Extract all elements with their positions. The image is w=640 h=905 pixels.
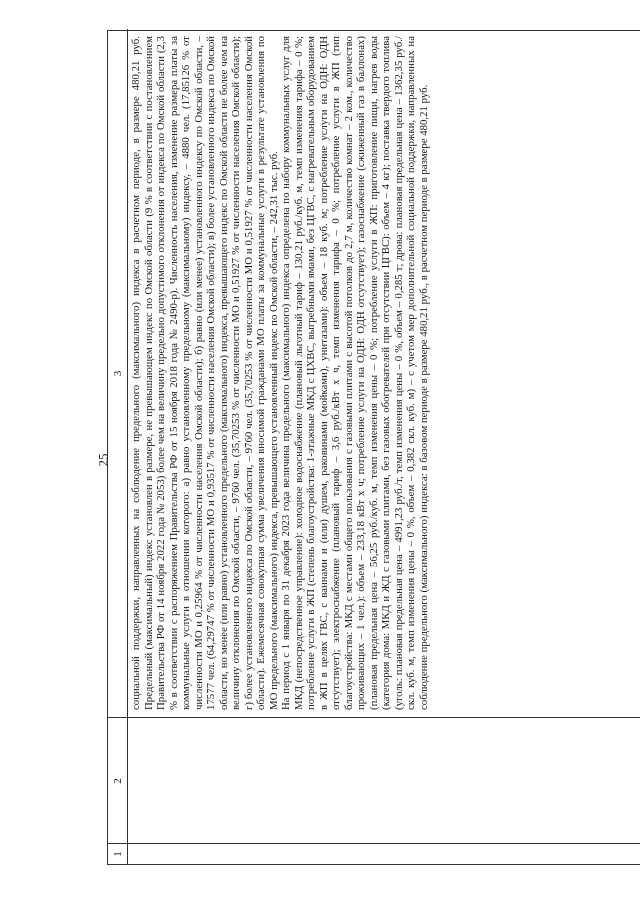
paragraph-utility-set: На период с 1 января по 31 декабря 2023 года величина предельного (максимального) индекса определена по набору коммунальных услуг для МКД (непосредственное управление): холодное водоснабжение (плановый льготный тариф – 130,21 руб./куб. м, темп изменения тарифа – 0 %; потребление услуги в ЖП (степень благоустройства: 1-этажные МКД с ЦХВС, выгребными ямами, без ЦГВС, с нагревательным оборудованием в ЖП в целях ГВС, с ваннами и (или) душем, раковинами (мойками), унитазами): объем – 18 куб. м; потребление услуги на ОДН: ОДН отсутствует); электроснабжение (плановый тариф – 3,6 руб./кВт x ч, темп изменения тарифа – 0 %; потребление услуги в ЖП (тип благоустройства: МКД с местами общего пользования с газовыми плитами с высотой потолков до 2,7 м, количество комнат – 2 ком., количество проживающих – 1 чел.): объем – 233,18 кВт x ч; потребление услуги на ОДН: ОДН отсутствует); газоснабжение (сжиженный газ в баллонах) (плановая предельная цена – 56,25 руб./куб. м, темп изменения цены – 0 %; потребление услуги в ЖП: приготовление пищи, нагрев воды (категория дома: МКД и ЖД с газовыми плитами, без газовых обогревателей при отсутствии ЦГВС): объем – 4 кг); поставка твердого топлива (уголь: плановая предельная цена – 4991,23 руб./т, темп изменения цены – 0 %, объем – 0,285 т; дрова: плановая предельная цена – 1362,35 руб./скл. куб. м, темп изменения цены – 0 %, объем – 0,382 скл. куб. м) – с учетом мер дополнительной социальной поддержки, направленных на соблюдение предельного (максимального) индекса: в базовом периоде в размере 480,21 руб., в расчетном периоде в размере 480,21 руб. <box>280 36 430 710</box>
column-divider-1 <box>108 843 640 844</box>
header-cell-1: 1 <box>112 851 124 857</box>
header-cell-3: 3 <box>112 370 124 377</box>
paragraph-limit-index: социальной поддержки, направленных на соблюдение предельного (максимального) индекса в расчетном периоде, в размере 480,21 руб. Предельный (максимальный) индекс установлен в размере, не превышающем индекс по Омской области (9 % в соответствии с постановлением Правительства РФ от 14 ноября 2022 года № 2053) более чем на величину предельно допустимого отклонения от индекса по Омской области (2,3 % в соответствии с распоряжением Правительства РФ от 15 ноября 2018 года № 2490-р). Численность населения, изменение размера платы за коммунальные услуги в отношении которого: а) равно установленному предельному (максимальному) индексу, – 4880 чел. (17,85126 % от численности МО и 0,25964 % от численности населения Омской области); б) равно (или менее) установленного индексу по Омской области, – 17577 чел. (64,29747 % от численности МО и 0,93517 % от численности населения Омской области); в) более установленного индекса по Омской области, но менее (или равно) установленного предельного (максимального) индекса, превышающего индекс по Омской области не более чем на величину отклонения по Омской области, – 9760 чел. (35,70253 % от численности МО и 0,51927 % от численности населения Омской области); г) более установленного индекса по Омской области, – 9760 чел. (35,70253 % от численности МО и 0,51927 % от численности населения Омской области). Ежемесячная совокупная сумма увеличения вносимой гражданами МО платы за коммунальные услуги в результате установления по МО предельного (максимального) индекса, превышающего установленный индекс по Омской области, – 242,31 тыс. руб. <box>130 36 280 710</box>
content-table <box>107 30 640 865</box>
table-header-row <box>108 29 128 864</box>
header-cell-2: 2 <box>112 778 124 784</box>
column-divider-2 <box>108 717 640 718</box>
table-cell-content <box>130 36 638 710</box>
rotated-table <box>107 30 640 865</box>
page-number-text: 25 <box>95 453 110 467</box>
